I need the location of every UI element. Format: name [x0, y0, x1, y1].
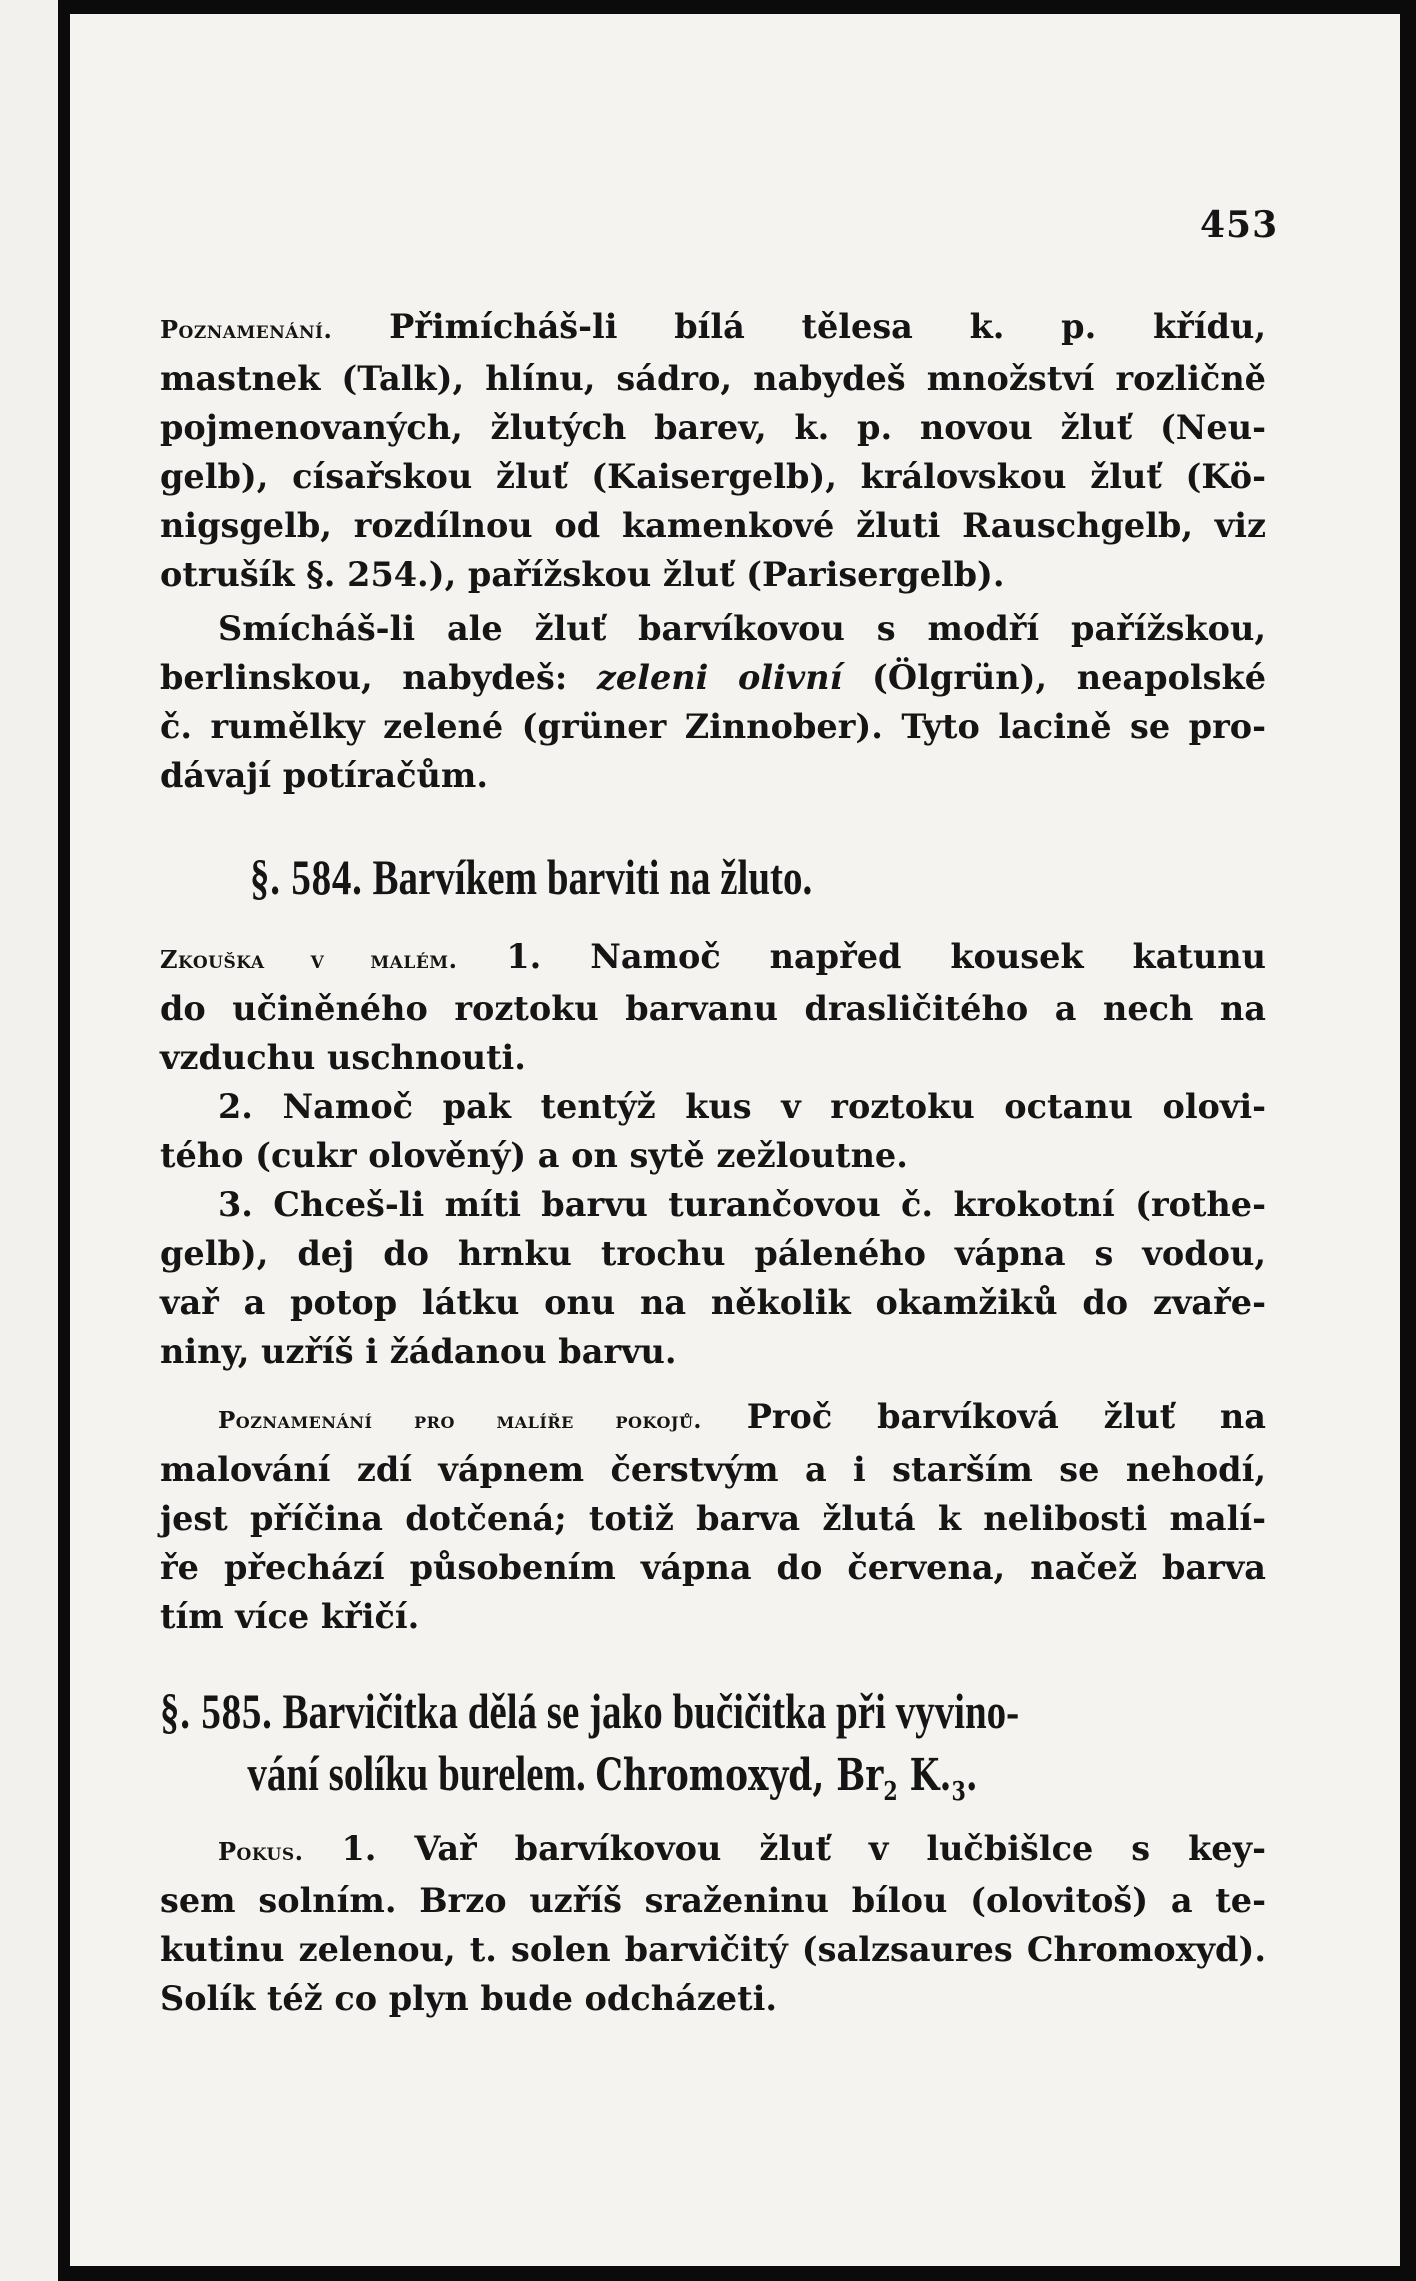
text-line: Proč barvíková žluť na — [746, 1397, 1266, 1436]
text-line: dávají potíračům. — [160, 756, 488, 795]
section-title-line: vání solíku burelem. — [247, 1745, 586, 1801]
text-line: č. rumělky zelené (grüner Zinnober). Tyto lacině se pro- — [160, 707, 1266, 746]
text-line: Solík též co plyn bude odcházeti. — [160, 1979, 777, 2018]
text-line: otrušík §. 254.), pařížskou žluť (Parisergelb). — [160, 555, 1005, 594]
text-line: 3. Chceš-li míti barvu turančovou č. krokotní (rothe- — [218, 1185, 1266, 1224]
italic-term: zeleni olivní — [596, 658, 843, 697]
page-number: 453 — [1200, 204, 1279, 246]
text-line: 2. Namoč pak tentýž kus v roztoku octanu olovi- — [218, 1087, 1266, 1126]
formula-text: K. — [897, 1750, 952, 1801]
adjacent-page-edge — [0, 0, 58, 2281]
text-line: vzduchu uschnouti. — [160, 1038, 526, 1077]
formula-subscript: 3 — [951, 1775, 966, 1807]
note-paragraph — [160, 1392, 1266, 1641]
section-title-line: Barvičitka dělá se jako bučičitka při vyvino- — [282, 1683, 1020, 1739]
note-label: Poznamenání. — [160, 315, 333, 344]
text-line: mastnek (Talk), hlínu, sádro, nabydeš množství rozličně — [160, 359, 1266, 398]
experiment-paragraph — [160, 1824, 1266, 2023]
text-line: 1. Namoč napřed kousek katunu — [506, 937, 1266, 976]
chemical-formula — [595, 1750, 978, 1807]
text-line: niny, uzříš i žádanou barvu. — [160, 1332, 677, 1371]
text-line: tím více křičí. — [160, 1597, 420, 1636]
trial-paragraph — [160, 932, 1266, 1376]
note-label: Poznamenání pro malíře pokojů. — [218, 1407, 702, 1434]
text-line: nigsgelb, rozdílnou od kamenkové žluti Rauschgelb, viz — [160, 506, 1266, 545]
text-line: gelb), císařskou žluť (Kaisergelb), královskou žluť (Kö- — [160, 457, 1266, 496]
note-paragraph — [160, 302, 1266, 599]
section-number: §. 584. — [250, 849, 363, 905]
section-title: Barvíkem barviti na žluto. — [372, 849, 813, 905]
experiment-label: Pokus. — [218, 1837, 304, 1866]
section-heading — [250, 846, 1113, 908]
text-line: ře přechází působením vápna do červena, načež barva — [160, 1548, 1266, 1587]
trial-label: Zkouška v malém. — [160, 945, 458, 974]
text-line: sem solním. Brzo uzříš sraženinu bílou (olovitoš) a te- — [160, 1881, 1266, 1920]
text-line: pojmenovaných, žlutých barev, k. p. novou žluť (Neu- — [160, 408, 1266, 447]
formula-text: . — [965, 1750, 978, 1801]
text-line: berlinskou, nabydeš: zeleni olivní (Ölgrün), neapolské — [160, 658, 1267, 697]
book-page — [70, 14, 1400, 2266]
section-heading — [160, 1680, 1252, 1823]
text-line: do učiněného roztoku barvanu drasličitého a nech na — [160, 989, 1266, 1028]
text-line: jest příčina dotčená; totiž barva žlutá k nelibosti malí- — [160, 1499, 1266, 1538]
section-number: §. 585. — [160, 1683, 273, 1739]
text-line: Smícháš-li ale žluť barvíkovou s modří pařížskou, — [218, 609, 1266, 648]
formula-subscript: 2 — [883, 1775, 898, 1807]
text-line: gelb), dej do hrnku trochu páleného vápna s vodou, — [160, 1234, 1266, 1273]
body-paragraph — [160, 604, 1266, 800]
text-line: Přimícháš-li bílá tělesa k. p. křídu, — [389, 307, 1266, 346]
formula-text: Chromoxyd, Br — [595, 1750, 884, 1801]
text-line: vař a potop látku onu na několik okamžiků do zvaře- — [160, 1283, 1266, 1322]
text-line: kutinu zelenou, t. solen barvičitý (salzsaures Chromoxyd). — [160, 1930, 1266, 1969]
text-line: 1. Vař barvíkovou žluť v lučbišlce s key- — [341, 1829, 1266, 1868]
text-line: tého (cukr olověný) a on sytě zežloutne. — [160, 1136, 908, 1175]
text-line: malování zdí vápnem čerstvým a i starším se nehodí, — [160, 1450, 1266, 1489]
